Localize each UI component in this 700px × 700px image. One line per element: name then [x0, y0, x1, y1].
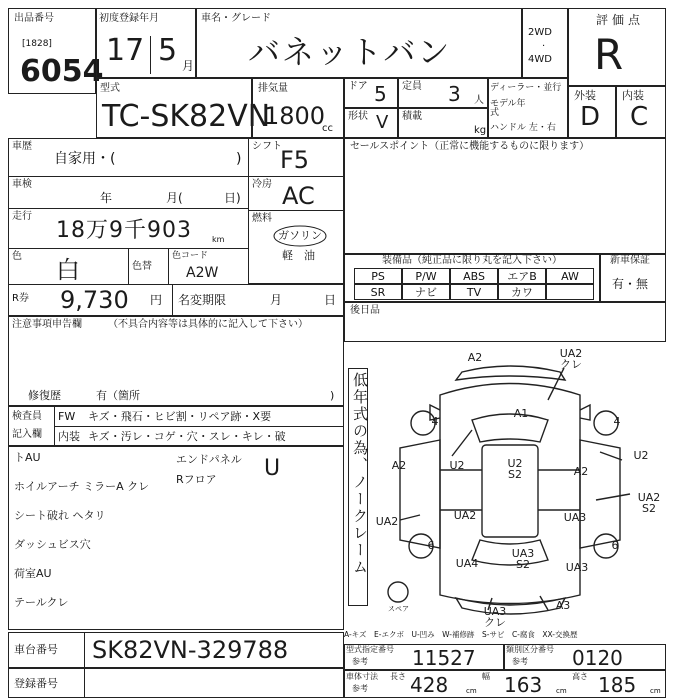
grade-value: R	[594, 30, 624, 79]
inspector-note-line: ホイルアーチ ミラーA クレ	[14, 480, 150, 493]
inspection-month: 月(	[166, 191, 183, 205]
reg-label: 初度登録年月	[99, 13, 159, 24]
name-change-day: 日	[324, 293, 337, 307]
damage-mark: UA3 クレ	[483, 605, 507, 629]
history-label: 車歴	[12, 141, 32, 152]
damage-mark: UA3 S2	[511, 547, 535, 571]
fuel-diesel: 軽 油	[282, 249, 315, 262]
car-name: バネットバン	[248, 33, 452, 71]
damage-mark: U2	[449, 459, 465, 472]
seat-value: 3	[448, 82, 461, 106]
model-value: TC-SK82VN	[102, 99, 271, 134]
model-year-label: モデル年式	[490, 99, 526, 118]
drive-4wd: 4WD	[528, 54, 552, 65]
inspector-label2: 記入欄	[12, 429, 42, 440]
history-close: )	[236, 151, 242, 167]
color-label: 色	[12, 251, 22, 262]
name-change-month: 月	[270, 293, 283, 307]
damage-mark: UA2 クレ	[559, 347, 583, 371]
height-unit: cm	[650, 687, 661, 695]
shift-label: シフト	[252, 141, 282, 152]
dim-label: 車体寸法	[346, 672, 378, 681]
dim-sub: 参考	[352, 684, 368, 693]
equip-item: ナビ	[402, 284, 450, 300]
fw-items: キズ・飛石・ヒビ割・リペア跡・X要	[88, 410, 272, 423]
after-cell	[344, 302, 666, 342]
handle-label: ハンドル 左・右	[490, 123, 556, 133]
type-model-value: 11527	[412, 646, 476, 670]
damage-mark: A2	[573, 465, 589, 478]
disp-value: 1800	[264, 102, 326, 130]
equip-item: TV	[450, 284, 498, 300]
disp-label: 排気量	[258, 83, 288, 94]
length-label: 長さ	[390, 672, 406, 681]
damage-mark: A2	[467, 351, 483, 364]
damage-mark: 4	[613, 415, 621, 428]
damage-mark: A3	[555, 599, 571, 612]
inspector-label1: 検査員	[12, 411, 42, 422]
sales-cell	[344, 138, 666, 254]
load-label: 積載	[402, 111, 422, 122]
equip-label: 装備品（純正品に限り丸を記入下さい）	[382, 255, 562, 266]
inspector-note-line: シート破れ ヘタリ	[14, 509, 106, 522]
class-label: 類別区分番号	[506, 645, 554, 654]
type-model-label: 型式指定番号	[346, 645, 394, 654]
fw-label: FW	[58, 410, 76, 423]
shape-value: V	[376, 112, 389, 133]
grade-label: 評価点	[596, 13, 645, 27]
inspector-note-line: ダッシュビス穴	[14, 538, 91, 551]
spare-label: スペア	[388, 605, 409, 613]
equip-item: PS	[354, 268, 402, 284]
door-value: 5	[374, 82, 387, 106]
legend-text: A-キズ E-エクボ U-凹み W-補修跡 S-サビ C-腐食 XX-交換歴	[344, 630, 578, 639]
repair-value: 有（箇所	[96, 389, 140, 402]
inspector-note-right: U	[264, 456, 281, 481]
inspector-note-line: トAU	[14, 451, 41, 464]
damage-mark: UA2	[375, 515, 399, 528]
length-unit: cm	[466, 687, 477, 695]
seat-unit: 人	[474, 95, 484, 106]
equip-item: エアB	[498, 268, 546, 284]
chassis-value: SK82VN-329788	[92, 636, 289, 664]
type-model-sub: 参考	[352, 657, 368, 666]
disp-unit: cc	[322, 123, 333, 134]
inspection-label: 車検	[12, 179, 32, 190]
damage-mark: UA2	[453, 509, 477, 522]
ext-value: D	[580, 102, 601, 132]
length-value: 428	[410, 673, 449, 697]
damage-mark: 6	[427, 539, 435, 552]
int-value: C	[630, 102, 649, 132]
door-label: ドア	[348, 81, 368, 92]
name-change-label: 名変期限	[178, 293, 227, 307]
history-value: 自家用・(	[54, 151, 116, 167]
ext-label: 外装	[574, 89, 596, 102]
damage-mark: U2 S2	[507, 457, 523, 481]
height-label: 高さ	[572, 672, 588, 681]
recycle-value: 9,730	[60, 286, 129, 314]
equip-item: ABS	[450, 268, 498, 284]
width-value: 163	[504, 673, 543, 697]
damage-mark: 6	[611, 539, 619, 552]
inspector-note-line: テールクレ	[14, 596, 69, 609]
model-label: 型式	[100, 83, 120, 94]
inspector-note-right: Rフロア	[176, 473, 217, 486]
damage-mark: UA3	[563, 511, 587, 524]
drive-dot: ·	[542, 41, 546, 52]
mileage-label: 走行	[12, 211, 32, 222]
equip-item: P/W	[402, 268, 450, 284]
dealer-label: ディーラー・並行	[490, 83, 562, 93]
fuel-label: 燃料	[252, 213, 272, 224]
reg-number-cell	[8, 668, 344, 698]
height-value: 185	[598, 673, 637, 697]
damage-mark: UA2 S2	[637, 491, 661, 515]
equip-item	[546, 284, 594, 300]
class-sub: 参考	[512, 657, 528, 666]
class-value: 0120	[572, 646, 623, 670]
notes-hint: （不具合内容等は具体的に記入して下さい）	[108, 319, 308, 330]
repair-label: 修復歴	[28, 389, 61, 402]
color-change-label: 色替	[132, 261, 152, 272]
inspector-note-line: 荷室AU	[14, 567, 52, 580]
name-label: 車名・グレード	[201, 13, 271, 24]
lot-label: 出品番号	[14, 13, 54, 24]
recycle-unit: 円	[150, 293, 163, 307]
warranty-label: 新車保証	[610, 255, 650, 266]
damage-mark: 4	[431, 415, 439, 428]
equip-item: カワ	[498, 284, 546, 300]
shape-label: 形状	[348, 111, 368, 122]
width-label: 幅	[482, 672, 490, 681]
damage-mark: U2	[633, 449, 649, 462]
inspection-year: 年	[100, 191, 113, 205]
warranty-value: 有・無	[612, 277, 649, 291]
side-note-text: 低年式の為、ノークレーム	[351, 372, 369, 576]
damage-mark: A1	[513, 407, 529, 420]
recycle-label: R券	[12, 293, 29, 304]
width-unit: cm	[556, 687, 567, 695]
lot-number: 6054	[20, 54, 104, 89]
int-items-label: 内装	[58, 430, 80, 443]
repair-close: )	[330, 389, 335, 402]
color-code-label: 色コード	[172, 251, 209, 261]
lot-sub: [1828]	[22, 39, 52, 49]
damage-mark: UA4	[455, 557, 479, 570]
damage-mark: A2	[391, 459, 407, 472]
equip-item: AW	[546, 268, 594, 284]
int-label: 内装	[622, 89, 644, 102]
int-items: キズ・汚レ・コゲ・穴・スレ・キレ・破	[88, 430, 286, 443]
seat-label: 定員	[402, 81, 422, 92]
reg-year: 17	[106, 33, 145, 68]
damage-mark: UA3	[565, 561, 589, 574]
equip-item: SR	[354, 284, 402, 300]
ac-value: AC	[282, 182, 315, 210]
inspector-note-right: エンドパネル	[176, 453, 242, 466]
chassis-label: 車台番号	[14, 643, 58, 656]
mileage-value: 18万9千903	[56, 218, 192, 243]
shift-value: F5	[280, 146, 310, 174]
after-label: 後日品	[350, 305, 380, 316]
reg-month-unit: 月	[182, 59, 195, 73]
load-unit: kg	[474, 125, 487, 136]
notes-label: 注意事項申告欄	[12, 319, 82, 330]
fuel-gas: ガソリン	[278, 229, 322, 242]
reg-month: 5	[158, 33, 178, 68]
color-code-value: A2W	[186, 265, 219, 281]
mileage-unit: km	[212, 235, 225, 244]
sales-label: セールスポイント（正常に機能するものに限ります）	[350, 141, 590, 152]
drive-2wd: 2WD	[528, 27, 552, 38]
reg-number-label: 登録番号	[14, 677, 58, 690]
inspection-day: 日)	[224, 191, 241, 205]
ac-label: 冷房	[252, 179, 272, 190]
color-value: 白	[56, 256, 80, 284]
